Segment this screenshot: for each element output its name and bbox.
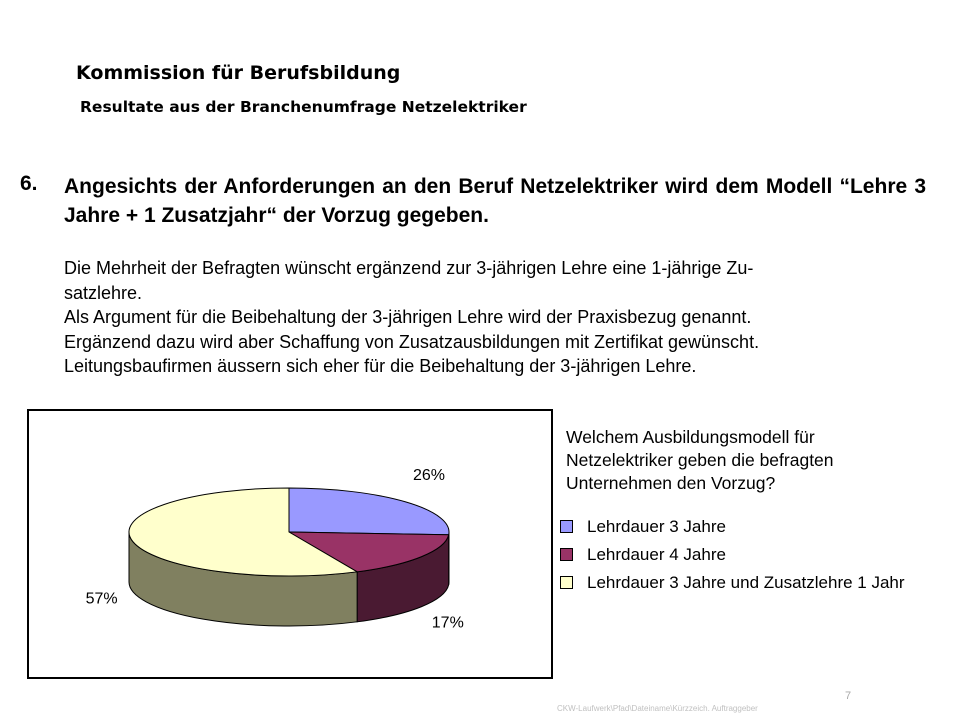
answer-line: Als Argument für die Beibehaltung der 3-jährigen Lehre wird der Praxisbezug genannt. bbox=[64, 307, 752, 327]
legend-label: Lehrdauer 3 Jahre bbox=[587, 517, 726, 536]
pie-chart-frame bbox=[27, 409, 553, 679]
legend-item bbox=[560, 516, 920, 537]
legend-label: Lehrdauer 4 Jahre bbox=[587, 545, 726, 564]
pie-chart bbox=[29, 411, 551, 677]
answer-line: Leitungsbaufirmen äussern sich eher für die Beibehaltung der 3-jährigen Lehre. bbox=[64, 356, 697, 376]
question-number: 6. bbox=[20, 172, 38, 195]
legend-item bbox=[560, 572, 920, 593]
answer-line: Die Mehrheit der Befragten wünscht ergänzend zur 3-jährigen Lehre eine 1-jährige Zu- bbox=[64, 258, 754, 278]
answer-line: satzlehre. bbox=[64, 282, 143, 303]
legend-swatch bbox=[560, 576, 573, 589]
footer-path: CKW-Laufwerk\Pfad\Dateiname\Kürzzeich. Auftraggeber bbox=[557, 704, 758, 713]
header-title: Kommission für Berufsbildung bbox=[76, 62, 401, 84]
legend-swatch bbox=[560, 520, 573, 533]
data-label: 26% bbox=[412, 467, 445, 485]
header-subtitle: Resultate aus der Branchenumfrage Netzelektriker bbox=[80, 98, 527, 116]
legend-swatch bbox=[560, 548, 573, 561]
chart-title: Welchem Ausbildungsmodell für Netzelektriker geben die befragten Unternehmen den Vorzug? bbox=[566, 427, 834, 493]
question-text: Angesichts der Anforderungen an den Beruf Netzelektriker wird dem Modell “Lehre 3 Jahre + 1 Zusatzjahr“ der Vorzug gegeben. bbox=[64, 175, 926, 227]
pie-tops bbox=[129, 488, 449, 576]
answer-line: Ergänzend dazu wird aber Schaffung von Zusatzausbildungen mit Zertifikat gewünscht. bbox=[64, 331, 760, 352]
data-label: 17% bbox=[431, 614, 464, 632]
page-number: 7 bbox=[845, 690, 852, 702]
data-label: 57% bbox=[85, 590, 118, 608]
pie-slice bbox=[289, 488, 449, 535]
chart-legend bbox=[560, 516, 920, 600]
legend-item bbox=[560, 544, 920, 565]
legend-label: Lehrdauer 3 Jahre und Zusatzlehre 1 Jahr bbox=[587, 573, 905, 592]
answer-text bbox=[64, 256, 926, 379]
